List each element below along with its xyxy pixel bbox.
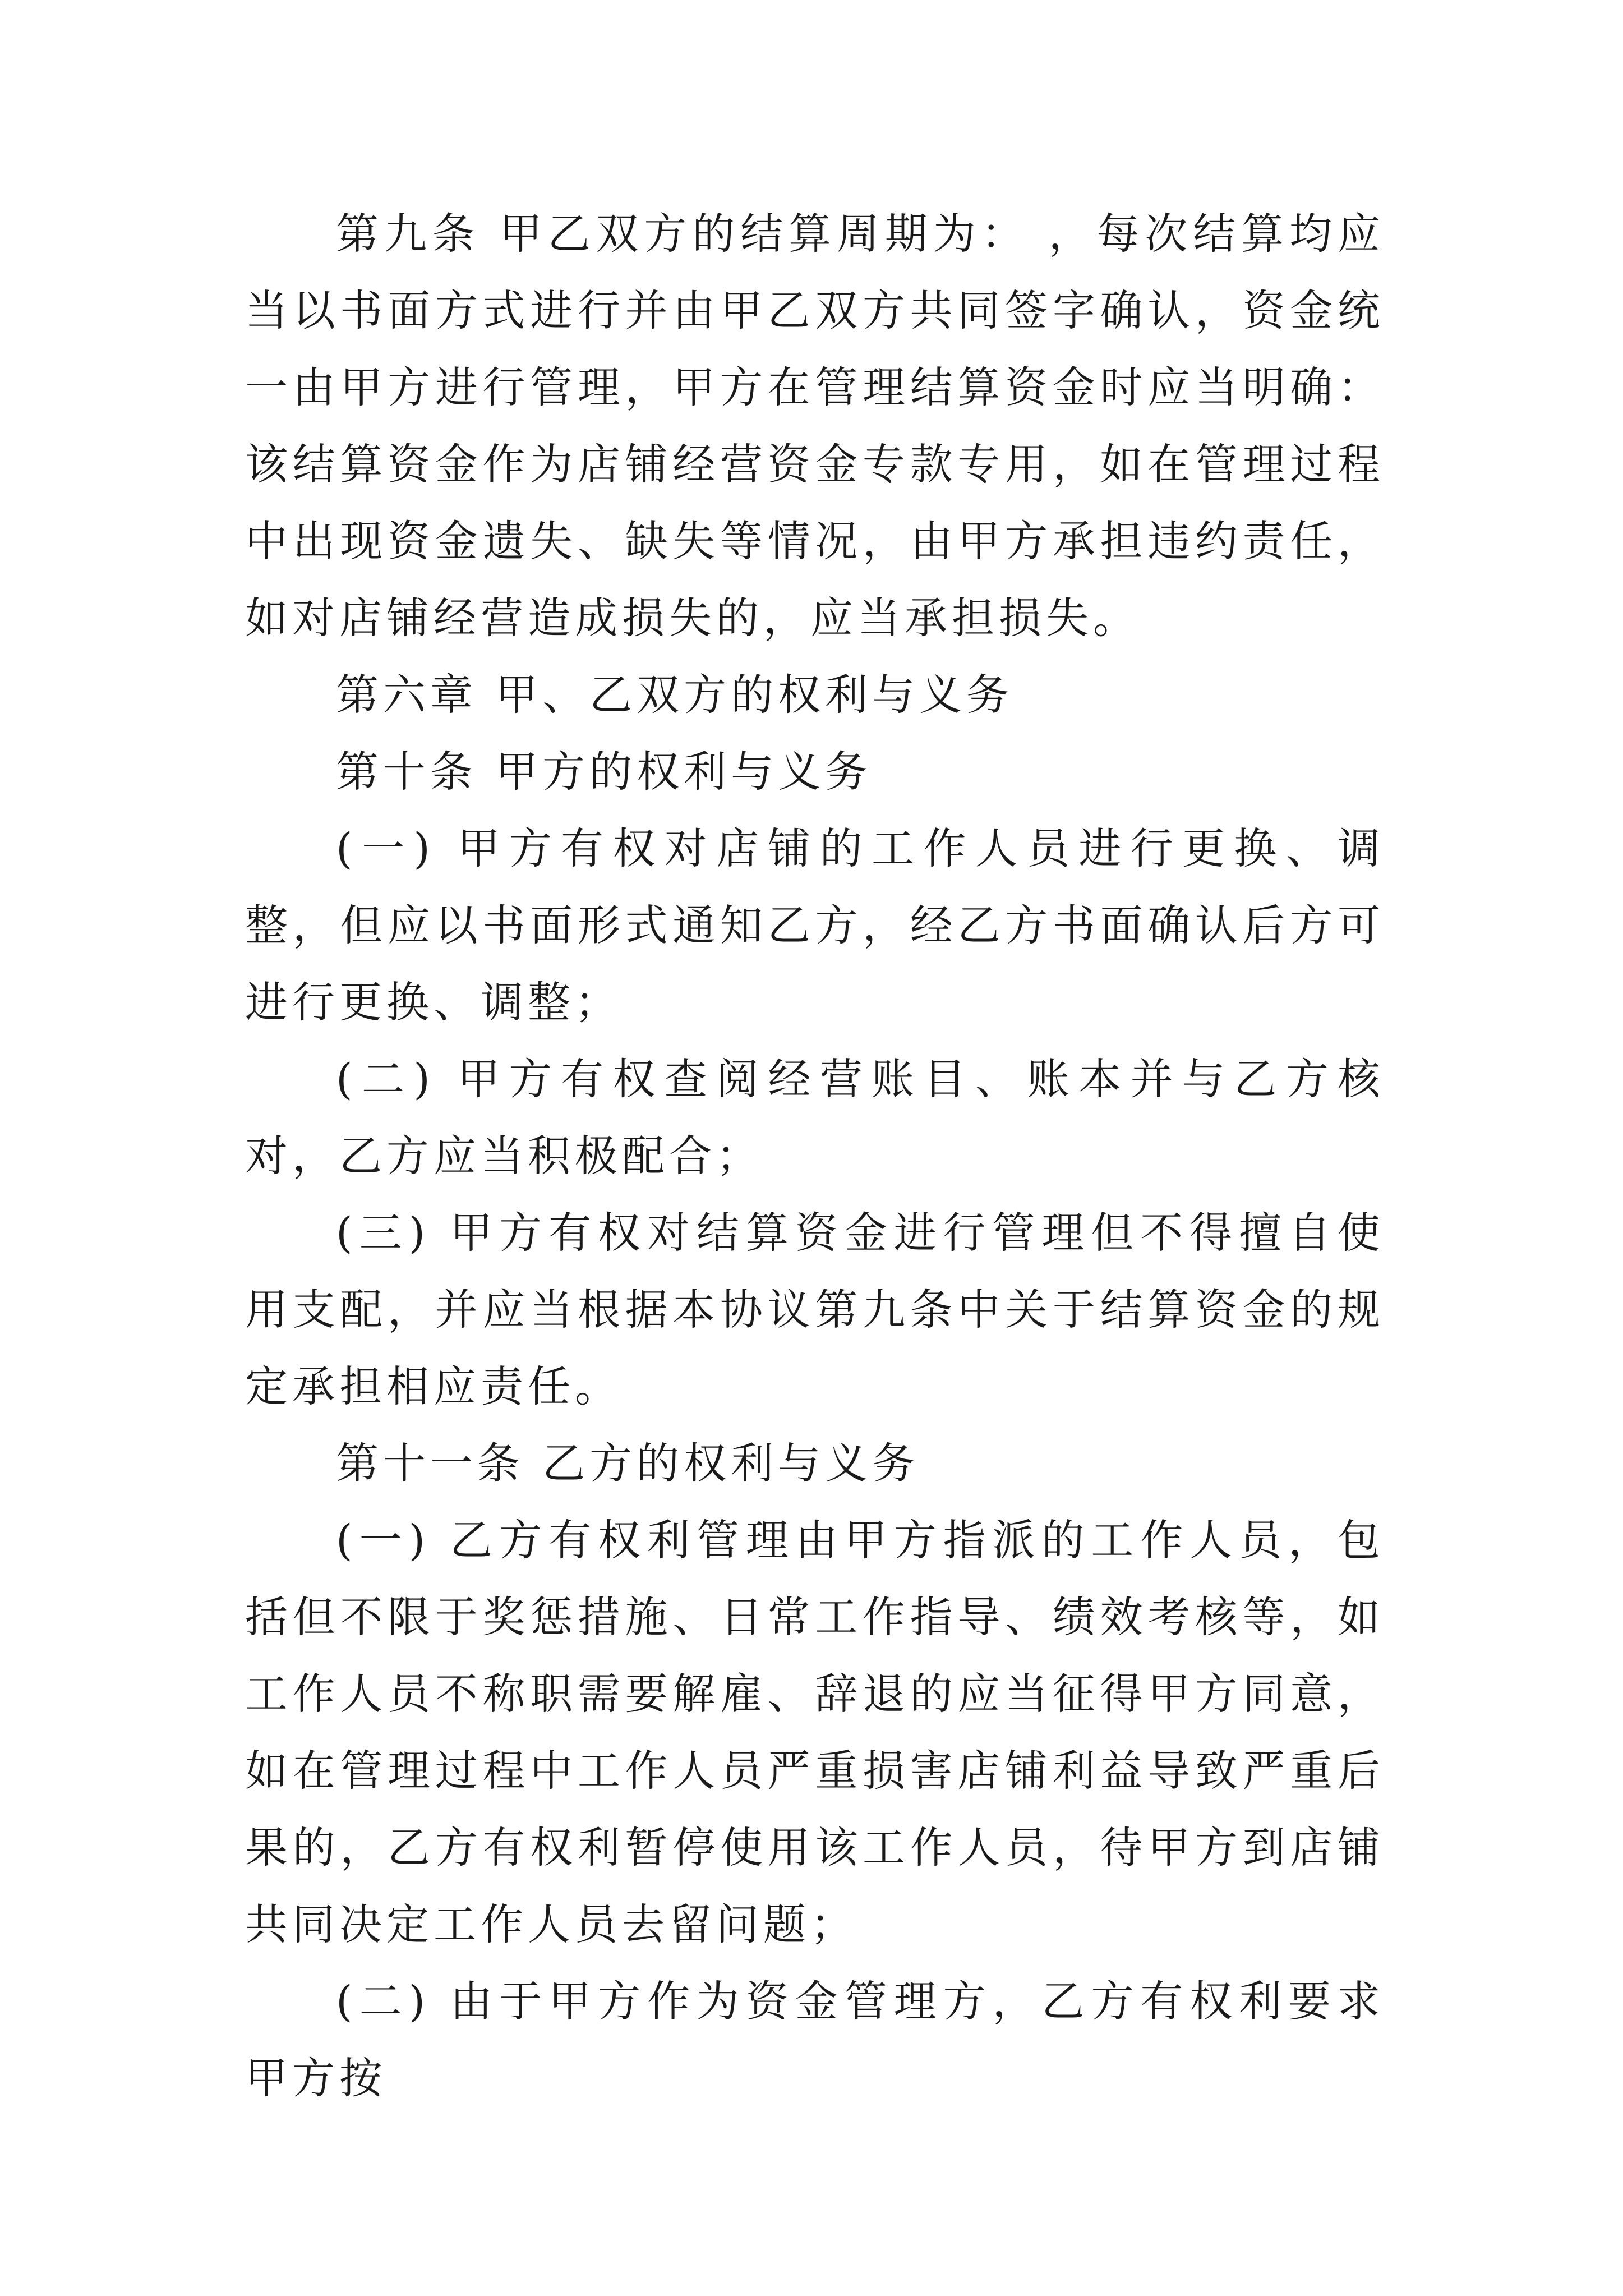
article-11-item-1: (一) 乙方有权利管理由甲方指派的工作人员，包括但不限于奖惩措施、日常工作指导、绩效考核等，如工作人员不称职需要解雇、辞退的应当征得甲方同意，如在管理过程中工作人员严重损害店铺利益导致严重后果的，乙方有权利暂停使用该工作人员，待甲方到店铺共同决定工作人员去留问题； — [245, 1515, 1385, 1949]
article-10-item-3: (三) 甲方有权对结算资金进行管理但不得擅自使用支配，并应当根据本协议第九条中关于结算资金的规定承担相应责任。 — [245, 1208, 1385, 1411]
article-10-item-2: (二) 甲方有权查阅经营账目、账本并与乙方核对，乙方应当积极配合； — [245, 1054, 1385, 1181]
document-body — [245, 195, 1385, 2116]
article-10-item-1: (一) 甲方有权对店铺的工作人员进行更换、调整，但应以书面形式通知乙方，经乙方书面确认后方可进行更换、调整； — [245, 823, 1385, 1027]
article-11-heading: 第十一条 乙方的权利与义务 — [336, 1438, 920, 1488]
chapter-6-heading: 第六章 甲、乙双方的权利与义务 — [336, 670, 1014, 720]
article-11-item-2: (二) 由于甲方作为资金管理方，乙方有权利要求甲方按 — [245, 1976, 1385, 2103]
article-10-heading: 第十条 甲方的权利与义务 — [336, 747, 873, 797]
article-9-paragraph: 第九条 甲乙双方的结算周期为： ，每次结算均应当以书面方式进行并由甲乙双方共同签字确认，资金统一由甲方进行管理，甲方在管理结算资金时应当明确：该结算资金作为店铺经营资金专款专用，如在管理过程中出现资金遗失、缺失等情况，由甲方承担违约责任，如对店铺经营造成损失的，应当承担损失。 — [245, 209, 1385, 643]
